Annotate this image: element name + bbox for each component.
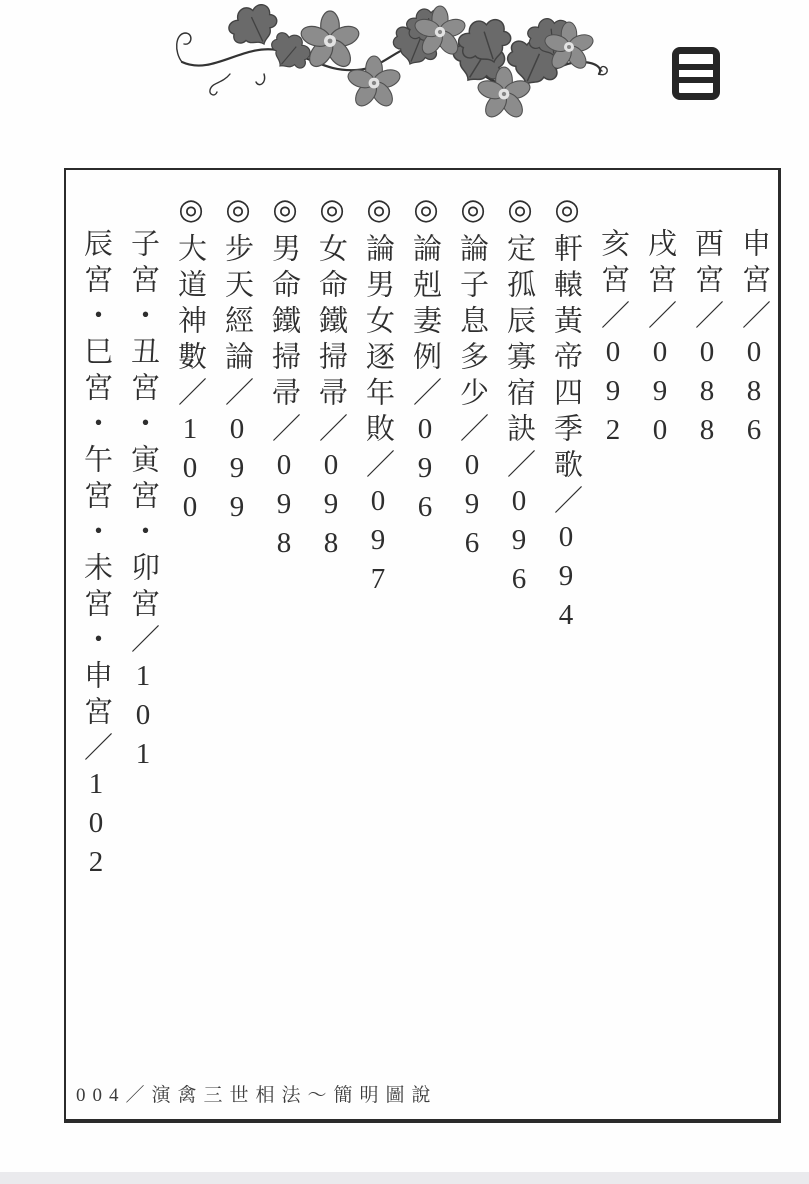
toc-entry: 戌宮／090 (644, 228, 676, 453)
toc-entry: ◎大道神數／100 (174, 192, 206, 530)
toc-entry: ◎定孤辰寡宿訣／096 (503, 192, 535, 602)
toc-entry: ◎男命鐵掃帚／098 (268, 192, 300, 566)
page-footer (76, 1080, 438, 1107)
toc-entry: ◎步天經論／099 (221, 192, 253, 530)
toc-entry: 子宮・丑宮・寅宮・卯宮／101 (127, 228, 159, 777)
toc-columns (72, 192, 777, 1092)
footer-page-number: 004 (76, 1085, 126, 1106)
toc-entry: ◎論男女逐年敗／097 (362, 192, 394, 602)
toc-box (64, 168, 781, 1123)
contents-icon (672, 47, 720, 100)
toc-entry: ◎論剋妻例／096 (409, 192, 441, 530)
bottom-strip (0, 1172, 809, 1184)
contents-icon-bar (679, 77, 713, 83)
toc-entry: 酉宮／088 (691, 228, 723, 453)
floral-vine-ornament (172, 4, 617, 122)
toc-entry: ◎軒轅黃帝四季歌／094 (550, 192, 582, 638)
toc-entry: ◎女命鐵掃帚／098 (315, 192, 347, 566)
toc-entry: ◎論子息多少／096 (456, 192, 488, 566)
toc-entry: 亥宮／092 (597, 228, 629, 453)
toc-entry: 申宮／086 (738, 228, 770, 453)
footer-separator: ／ (125, 1085, 152, 1106)
footer-book-title: 演禽三世相法～簡明圖說 (151, 1085, 438, 1106)
contents-icon-bar (679, 64, 713, 70)
toc-entry: 辰宮・巳宮・午宮・未宮・申宮／102 (80, 228, 112, 885)
